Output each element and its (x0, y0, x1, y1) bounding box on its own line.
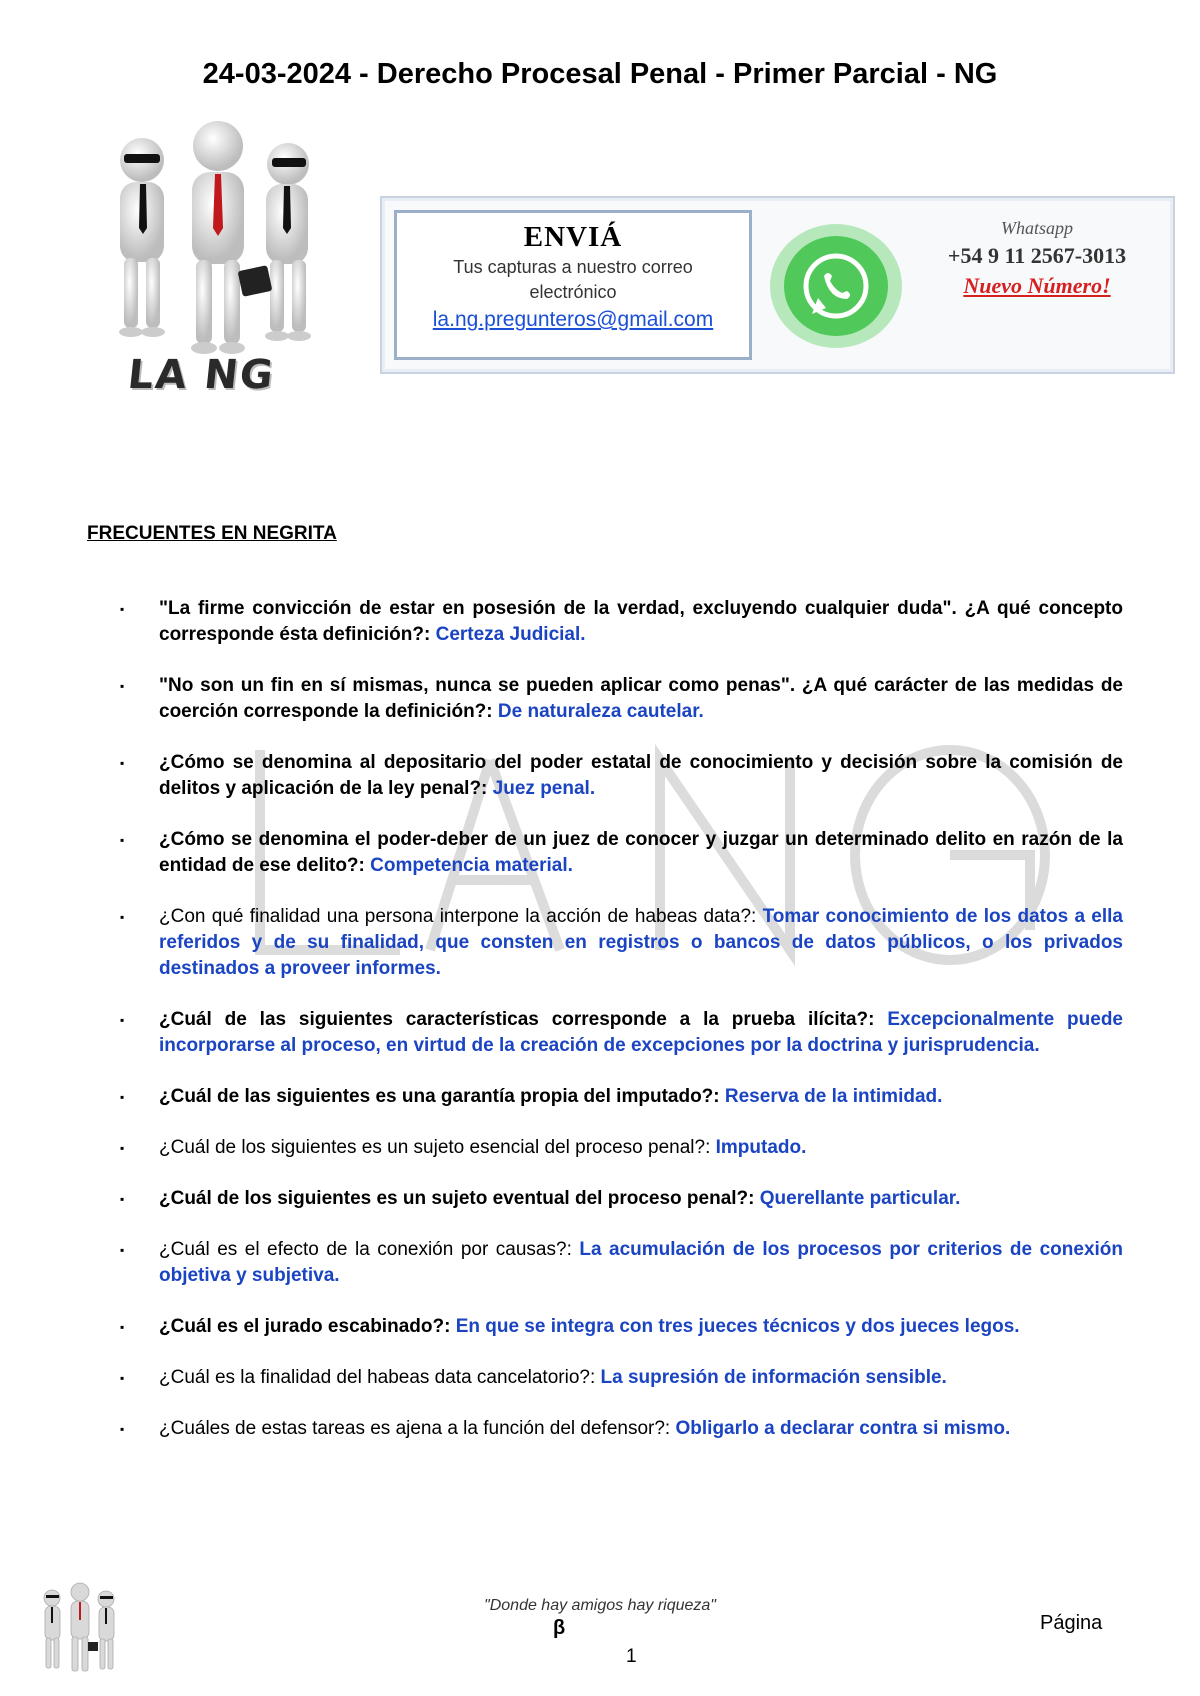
email-link[interactable]: la.ng.pregunteros@gmail.com (432, 308, 714, 331)
answer-text: Competencia material. (370, 855, 573, 876)
answer-text: Reserva de la intimidad. (724, 1086, 943, 1107)
page-number: 1 (626, 1646, 637, 1667)
answer-text: Querellante particular. (759, 1188, 961, 1209)
bullet-icon: ▪ (120, 910, 125, 924)
question-item (120, 1135, 1123, 1161)
bullet-icon: ▪ (120, 679, 125, 693)
bullet-icon: ▪ (120, 1320, 125, 1334)
bullet-icon: ▪ (120, 1090, 125, 1104)
banner-text-line1: Tus capturas a nuestro correo (453, 257, 693, 277)
question-item (120, 1237, 1123, 1289)
contact-banner (380, 196, 1175, 374)
question-item (120, 827, 1123, 879)
question-item (120, 1084, 1123, 1110)
question-text: ¿Cuál de los siguientes es un sujeto esencial del proceso penal?: (159, 1137, 711, 1158)
page-label: Página (1040, 1612, 1103, 1634)
banner-text-line2: electrónico (529, 282, 617, 302)
bullet-icon: ▪ (120, 833, 125, 847)
email-box (394, 210, 752, 360)
logo-figures-image (100, 118, 335, 378)
question-item (120, 1186, 1123, 1212)
question-text: ¿Cuál de las siguientes características corresponde a la prueba ilícita?: (159, 1009, 875, 1030)
answer-text: La acumulación de los procesos por criterios de conexión objetiva y subjetiva. (159, 1239, 1124, 1286)
question-item (120, 750, 1123, 802)
question-text: ¿Cuál de los siguientes es un sujeto eventual del proceso penal?: (159, 1188, 755, 1209)
question-text: ¿Cuál es el jurado escabinado?: (159, 1316, 451, 1337)
answer-text: Tomar conocimiento de los datos a ella referidos y de su finalidad, que consten en registros o bancos de datos públicos, o los privados destinados a proveer informes. (159, 906, 1123, 979)
footer-quote: "Donde hay amigos hay riqueza" (484, 1597, 716, 1614)
question-text: ¿Cuál de las siguientes es una garantía propia del imputado?: (159, 1086, 720, 1107)
bullet-icon: ▪ (120, 1371, 125, 1385)
whatsapp-number: +54 9 11 2567-3013 (947, 243, 1127, 268)
question-text: ¿Cómo se denomina al depositario del poder estatal de conocimiento y decisión sobre la comisión de delitos y aplicación de la ley penal?: (159, 752, 1123, 799)
question-text: ¿Cuáles de estas tareas es ajena a la función del defensor?: (159, 1418, 671, 1439)
whatsapp-label: Whatsapp (1001, 218, 1073, 238)
question-text: ¿Cuál es el efecto de la conexión por causas?: (159, 1239, 572, 1260)
question-text: ¿Con qué finalidad una persona interpone la acción de habeas data?: (159, 906, 757, 927)
answer-text: Excepcionalmente puede incorporarse al proceso, en virtud de la creación de excepciones por la doctrina y jurisprudencia. (159, 1009, 1123, 1056)
section-heading: FRECUENTES EN NEGRITA (87, 523, 337, 544)
answer-text: Imputado. (715, 1137, 807, 1158)
question-item (120, 1416, 1123, 1442)
question-text: "La firme convicción de estar en posesión de la verdad, excluyendo cualquier duda". ¿A qué concepto corresponde ésta definición?: (159, 598, 1123, 645)
logo-text: LA NG (125, 352, 278, 398)
banner-title: ENVIÁ (523, 221, 623, 253)
whatsapp-icon (764, 216, 909, 356)
answer-text: En que se integra con tres jueces técnicos y dos jueces legos. (455, 1316, 1020, 1337)
bullet-icon: ▪ (120, 1141, 125, 1155)
question-list (120, 596, 1123, 1467)
new-number-label: Nuevo Número! (963, 273, 1111, 298)
whatsapp-info (912, 218, 1162, 299)
footer-beta-symbol: β (553, 1617, 566, 1639)
bullet-icon: ▪ (120, 1422, 125, 1436)
page-title: 24-03-2024 - Derecho Procesal Penal - Primer Parcial - NG (202, 58, 998, 90)
bullet-icon: ▪ (120, 602, 125, 616)
bullet-icon: ▪ (120, 1013, 125, 1027)
question-item (120, 1007, 1123, 1059)
bullet-icon: ▪ (120, 1243, 125, 1257)
answer-text: De naturaleza cautelar. (497, 701, 704, 722)
question-item (120, 673, 1123, 725)
question-item (120, 904, 1123, 982)
bullet-icon: ▪ (120, 756, 125, 770)
answer-text: Certeza Judicial. (435, 624, 586, 645)
question-text: ¿Cómo se denomina el poder-deber de un juez de conocer y juzgar un determinado delito en razón de la entidad de ese delito?: (159, 829, 1123, 876)
question-item (120, 1314, 1123, 1340)
question-text: ¿Cuál es la finalidad del habeas data cancelatorio?: (159, 1367, 596, 1388)
bullet-icon: ▪ (120, 1192, 125, 1206)
question-item (120, 1365, 1123, 1391)
answer-text: La supresión de información sensible. (600, 1367, 947, 1388)
answer-text: Juez penal. (492, 778, 596, 799)
answer-text: Obligarlo a declarar contra si mismo. (675, 1418, 1011, 1439)
question-text: "No son un fin en sí mismas, nunca se pueden aplicar como penas". ¿A qué carácter de las medidas de coerción corresponde la definición?: (159, 675, 1123, 722)
question-item (120, 596, 1123, 648)
